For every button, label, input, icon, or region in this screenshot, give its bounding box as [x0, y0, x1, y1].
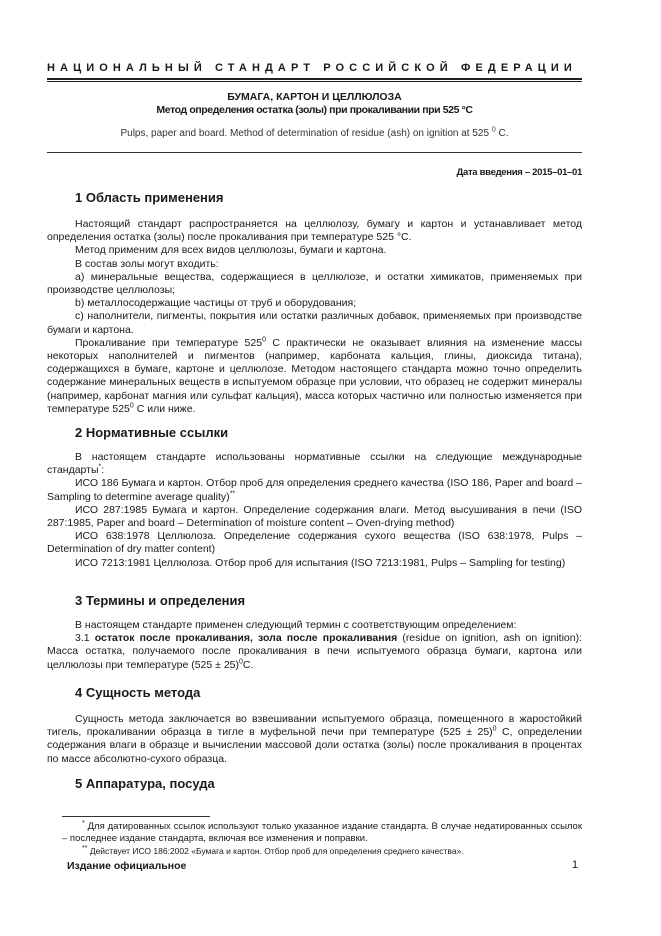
footnotes	[62, 821, 582, 857]
section-5-heading: 5 Аппаратура, посуда	[75, 776, 215, 791]
section-4-heading: 4 Сущность метода	[75, 685, 201, 700]
method-title: Метод определения остатка (золы) при прокаливании при 525 °С	[156, 104, 473, 116]
footnote-rule	[62, 816, 210, 817]
standard-header: НАЦИОНАЛЬНЫЙ СТАНДАРТ РОССИЙСКОЙ ФЕДЕРАЦИИ	[47, 62, 577, 74]
header-rule-thin	[47, 81, 582, 82]
s3-term-definition: 3.1 остаток после прокаливания, зола после прокаливания (residue on ignition, ash on ignition): Масса остатка, получаемого после прокаливания в печи испытуемого образца бумаги, картона или целлюлозы при температуре $(525 \pm 25)^0С$.	[47, 632, 582, 671]
section-1-heading: 1 Область применения	[75, 190, 224, 205]
official-edition-label: Издание официальное	[67, 860, 187, 872]
s4-paragraph-1: Сущность метода заключается во взвешивании испытуемого образца, помещенного в жаростойкий тигель, прокаливании образца в тигле в муфельной печи при температуре $(525 \pm 25)^0$ С, определении содержания влаги в образце и вычислении массовой доли остатка (золы) после прокаливания в процентах по массе абсолютно-сухого образца.	[47, 713, 583, 765]
page-number: 1	[572, 859, 579, 871]
section-4-content	[47, 713, 582, 766]
s1-paragraph-4: Прокаливание при температуре $525^0$ С практически не оказывает влияния на изменение массы некоторых наполнителей и пигментов (например, карбоната кальция, глины, диоксида титана), содержащихся в бумаге, картоне и целлюлозе. Методом настоящего стандарта можно точно определить содержание минеральных веществ в испытуемом образце при условии, что образец не содержит минералы (например, карбонат магния или сульфат кальция), масса которых частично или полностью изменяется при температуре $525^0$ С или ниже.	[47, 336, 582, 415]
s1-list-c: с) наполнители, пигменты, покрытия или остатки различных добавок, применяемых при производстве бумаги и картона.	[47, 310, 582, 336]
s2-paragraph-1: В настоящем стандарте использованы нормативные ссылки на следующие международные стандарты*:	[47, 451, 582, 477]
s2-reference-iso287: ИСО 287:1985 Бумага и картон. Определение содержания влаги. Метод высушивания в печи (ISO 287:1985, Paper and board – Determination of moisture content – Oven-drying method)	[47, 503, 582, 530]
introduction-date: Дата введения – 2015–01–01	[456, 167, 582, 178]
s2-reference-iso638: ИСО 638:1978 Целлюлоза. Определение содержания сухого вещества (ISO 638:1978, Pulps – Determination of dry matter content)	[47, 530, 582, 556]
s3-paragraph-1: В настоящем стандарте применен следующий термин с соответствующим определением:	[75, 619, 517, 631]
footnote-1: * Для датированных ссылок используют только указанное издание стандарта. В случае недатированных ссылок – последнее издание стандарта, включая все изменения и поправки.	[62, 819, 582, 844]
section-2-content	[47, 451, 582, 570]
title-rule	[47, 152, 582, 153]
document-title: БУМАГА, КАРТОН И ЦЕЛЛЮЛОЗА	[227, 91, 402, 103]
s1-list-b: b) металлосодержащие частицы от труб и оборудования;	[75, 297, 357, 310]
section-3-content	[47, 619, 582, 672]
s1-list-a: а) минеральные вещества, содержащиеся в целлюлозе, и остатки химикатов, применяемых при производстве целлюлозы;	[47, 270, 582, 297]
header-rule	[47, 78, 582, 80]
s1-paragraph-1: Настоящий стандарт распространяется на целлюлозу, бумагу и картон и устанавливает метод определения остатка (золы) после прокаливания при температуре 525 °С.	[47, 218, 582, 244]
s1-paragraph-2: Метод применим для всех видов целлюлозы, бумаги и картона.	[75, 244, 387, 257]
english-title: Pulps, paper and board. Method of determination of residue (ash) on ignition at 525 $^0$ C.	[120, 126, 509, 139]
section-3-heading: 3 Термины и определения	[75, 593, 246, 608]
s1-paragraph-3: В состав золы могут входить:	[75, 257, 219, 270]
section-1-content	[47, 218, 582, 416]
section-2-heading: 2 Нормативные ссылки	[75, 425, 229, 440]
s2-reference-iso7213: ИСО 7213:1981 Целлюлоза. Отбор проб для испытания (ISO 7213:1981, Pulps – Sampling for testing)	[75, 556, 566, 569]
footnote-2: ** Действует ИСО 186:2002 «Бумага и картон. Отбор проб для определения среднего качества».	[82, 845, 464, 856]
s2-reference-iso186: ИСО 186 Бумага и картон. Отбор проб для определения среднего качества (ISO 186, Paper and board – Sampling to determine average quality)**	[47, 477, 582, 503]
